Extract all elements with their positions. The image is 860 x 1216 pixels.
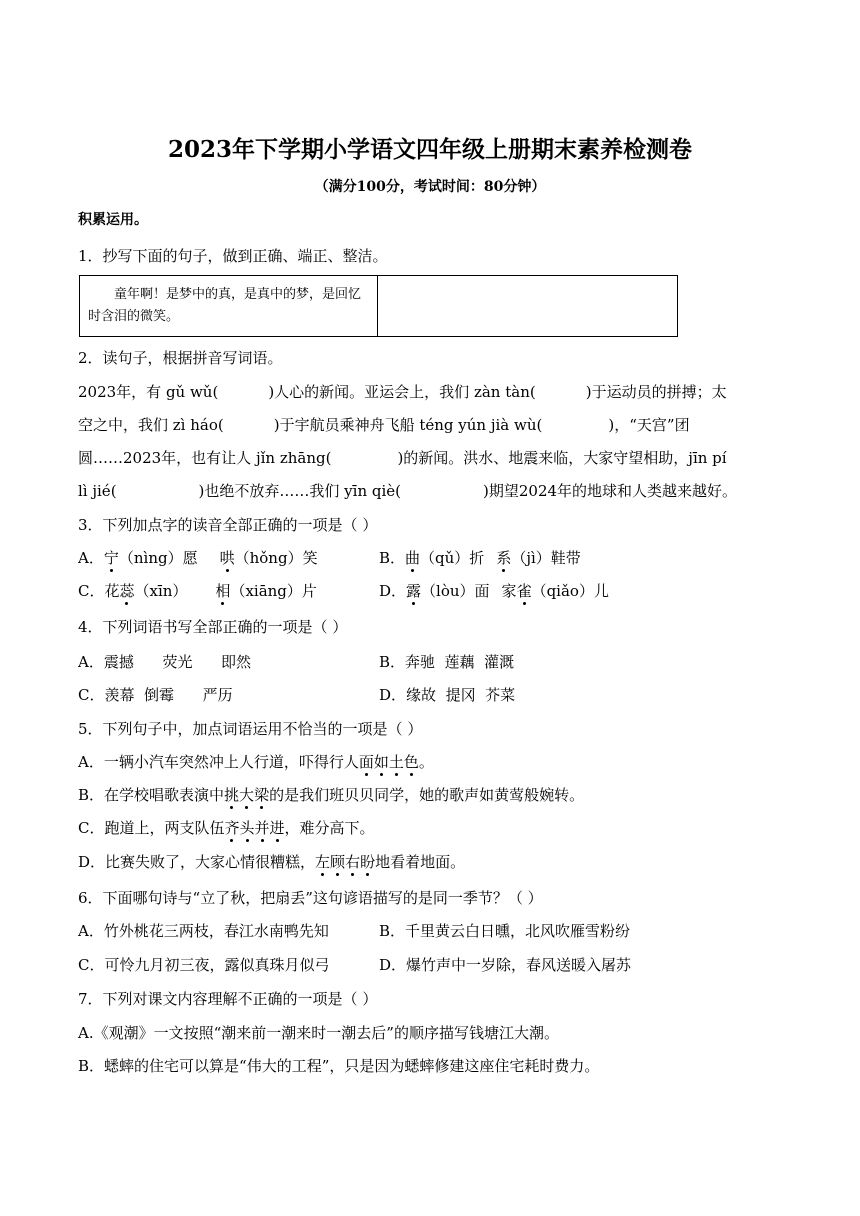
question-2-line-1 [78, 385, 727, 400]
section-heading: 积累运用。 [78, 212, 148, 228]
q4-option-a[interactable]: A．震撼 荧光 即然 [78, 653, 252, 671]
dotted-char: 相 [215, 582, 231, 600]
q2-text: )期望2024年的地球和人类越来越好。 [483, 482, 738, 500]
page-title: 2023年下学期小学语文四年级上册期末素养检测卷 [167, 136, 692, 163]
option-text: 的是我们班贝贝同学，她的歌声如黄莺般婉转。 [269, 786, 585, 804]
dotted-char: 宁 [103, 549, 119, 567]
question-3-prompt: 3．下列加点字的读音全部正确的一项是（ ） [78, 516, 378, 534]
copy-answer-cell[interactable] [379, 276, 676, 336]
pinyin-text: （qiǎo）儿 [531, 582, 609, 600]
q7-option-a[interactable]: A.《观潮》一文按照“潮来前一潮来时一潮去后”的顺序描写钱塘江大潮。 [78, 1024, 559, 1042]
q4-option-b[interactable]: B．奔驰 莲藕 灌溉 [379, 653, 515, 671]
pinyin-text: （lòu）面 [421, 582, 490, 600]
q6-option-c[interactable]: C．可怜九月初三夜，露似真珠月似弓 [78, 956, 330, 974]
dotted-char: 哄 [219, 549, 235, 567]
q6-option-d[interactable]: D．爆竹声中一岁除，春风送暖入屠苏 [379, 956, 632, 974]
dotted-char: 顾 [330, 853, 346, 871]
dotted-char: 面 [358, 753, 374, 771]
exam-info: （满分100分，考试时间：80分钟） [314, 179, 546, 195]
q4-option-c[interactable]: C．羡幕 倒霉 严历 [78, 686, 233, 704]
dotted-char: 色 [403, 753, 419, 771]
q2-text: )于宇航员乘神舟飞船 téng yún jià wù( [273, 416, 543, 434]
dotted-char: 如 [373, 753, 389, 771]
option-text: 地看着地面。 [375, 853, 466, 871]
q4-option-d[interactable]: D．缘故 提冈 芥菜 [379, 686, 516, 704]
option-text: ，难分高下。 [284, 819, 375, 837]
dotted-char: 梁 [254, 786, 270, 804]
dotted-phrase [224, 819, 284, 837]
q2-text: )于运动员的拼搏；太 [585, 383, 727, 401]
q6-option-b[interactable]: B．千里黄云白日曛，北风吹雁雪粉纷 [379, 922, 631, 940]
question-2-line-3 [78, 451, 727, 466]
question-6-prompt: 6．下面哪句诗与“立了秋，把扇丢”这句谚语描写的是同一季节？（ ） [78, 889, 543, 907]
option-letter: C．花 [78, 582, 120, 600]
dotted-char: 曲 [405, 549, 421, 567]
option-text: B．在学校唱歌表演中 [78, 786, 225, 804]
dotted-char: 右 [345, 853, 361, 871]
question-2-line-2 [78, 418, 690, 433]
q7-option-b[interactable]: B．蟋蟀的住宅可以算是“伟大的工程”，只是因为蟋蟀修建这座住宅耗时费力。 [78, 1057, 600, 1075]
dotted-char: 并 [254, 819, 270, 837]
question-4-prompt: 4．下列词语书写全部正确的一项是（ ） [78, 618, 348, 636]
q3-option-a[interactable] [78, 551, 318, 566]
q5-option-a[interactable] [78, 755, 434, 770]
q3-option-b[interactable] [379, 551, 581, 566]
dotted-char: 蕊 [119, 582, 135, 600]
pinyin-text: （jì）鞋带 [511, 549, 581, 567]
option-letter: D． [379, 582, 407, 600]
dotted-char: 大 [239, 786, 255, 804]
option-text: C．跑道上，两支队伍 [78, 819, 225, 837]
pinyin-text: （xīn） [134, 582, 188, 600]
q3-option-c[interactable] [78, 584, 317, 599]
dotted-char: 盼 [360, 853, 376, 871]
copy-table [79, 275, 678, 337]
q5-option-d[interactable] [78, 855, 465, 870]
dotted-char: 露 [406, 582, 422, 600]
option-letter: B． [379, 549, 406, 567]
question-2-prompt: 2．读句子，根据拼音写词语。 [78, 349, 283, 367]
dotted-char: 齐 [224, 819, 240, 837]
pinyin-text: （xiāng）片 [230, 582, 317, 600]
q2-text: )人心的新闻。亚运会上，我们 zàn tàn( [268, 383, 536, 401]
option-text: D．比赛失败了，大家心情很糟糕， [78, 853, 316, 871]
pinyin-text: （hǒng）笑 [234, 549, 318, 567]
dotted-char: 挑 [224, 786, 240, 804]
dotted-char: 左 [315, 853, 331, 871]
q2-text: )的新闻。洪水、地震来临，大家守望相助，jīn pí [397, 449, 727, 467]
table-divider [377, 276, 378, 336]
q5-option-c[interactable] [78, 821, 375, 836]
option-letter: A． [78, 549, 104, 567]
q3-option-d[interactable] [379, 584, 609, 599]
dotted-phrase [224, 786, 269, 804]
q2-text: )也绝不放弃……我们 yīn qiè( [198, 482, 401, 500]
question-5-prompt: 5．下列句子中，加点词语运用不恰当的一项是（ ） [78, 720, 423, 738]
q2-text: 圆……2023年，也有让人 jǐn zhāng( [78, 449, 332, 467]
q2-text: 2023年，有 gǔ wǔ( [78, 383, 219, 401]
q6-option-a[interactable]: A．竹外桃花三两枝，春江水南鸭先知 [78, 922, 329, 940]
dotted-char: 雀 [516, 582, 532, 600]
question-7-prompt: 7．下列对课文内容理解不正确的一项是（ ） [78, 990, 378, 1008]
copy-sentence: 童年啊！是梦中的真，是真中的梦，是回忆时含泪的微笑。 [88, 287, 362, 324]
question-2-line-4 [78, 484, 737, 499]
q5-option-b[interactable] [78, 788, 584, 803]
option-text: 。 [418, 753, 434, 771]
dotted-char: 土 [388, 753, 404, 771]
pinyin-text: （qǔ）折 [420, 549, 485, 567]
option-text: A．一辆小汽车突然冲上人行道，吓得行人 [78, 753, 359, 771]
question-1-prompt: 1．抄写下面的句子，做到正确、端正、整洁。 [78, 247, 388, 265]
q2-text: 空之中，我们 zì háo( [78, 416, 224, 434]
q2-text: )，“天宫”团 [608, 416, 690, 434]
dotted-phrase [359, 753, 419, 771]
pinyin-text: （nìng）愿 [118, 549, 198, 567]
dotted-char: 头 [239, 819, 255, 837]
dotted-phrase [315, 853, 375, 871]
dotted-char: 系 [496, 549, 512, 567]
plain-char: 家 [501, 582, 517, 600]
q2-text: lì jié( [78, 482, 117, 500]
dotted-char: 进 [269, 819, 285, 837]
